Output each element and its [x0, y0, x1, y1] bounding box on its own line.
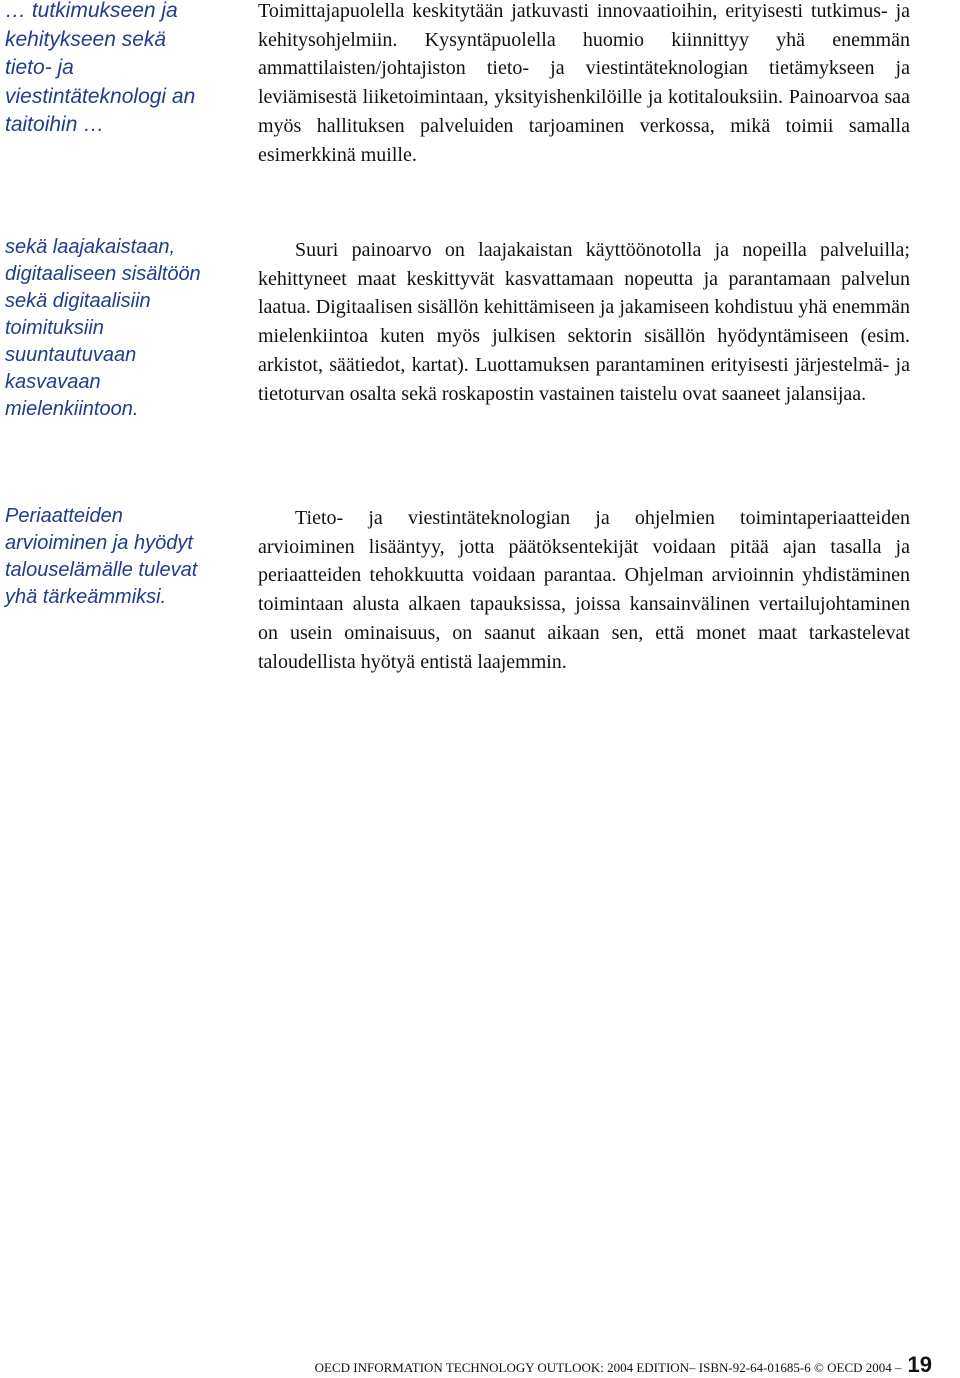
sidebar-note-broadband-content: sekä laajakaistaan, digitaaliseen sisältöön sekä digitaalisiin toimituksiin suuntautuvaan kasvavaan mielenkiintoon. [5, 236, 201, 420]
sidebar-note-research-skills: … tutkimukseen ja kehitykseen sekä tieto- ja viestintäteknologi an taitoihin … [5, 0, 196, 136]
sidebar-note-policy-evaluation: Periaatteiden arvioiminen ja hyödyt talouselämälle tulevat yhä tärkeämmiksi. [5, 505, 198, 608]
page-footer [315, 1352, 932, 1378]
body-paragraph-innovation: Toimittajapuolella keskitytään jatkuvasti innovaatioihin, erityisesti tutkimus- ja kehitysohjelmiin. Kysyntäpuolella huomio kiinnittyy yhä enemmän ammattilaisten/johtajiston tieto- ja viestintäteknologian tietämykseen ja leviämisestä liiketoimintaan, yksityishenkilöille ja kotitalouksiin. Painoarvoa saa myös hallituksen palveluiden tarjoaminen verkossa, mikä toimii samalla esimerkkinä muille. [258, 0, 910, 166]
body-paragraph-broadband: Suuri painoarvo on laajakaistan käyttöönotolla ja nopeilla palveluilla; kehittyneet maat keskittyvät kasvattamaan nopeutta ja parantamaan palvelun laatua. Digitaalisen sisällön kehittämiseen ja jakamiseen kohdistuu yhä enemmän mielenkiintoa kuten myös julkisen sektorin sisällön hyödyntämiseen (esim. arkistot, säätiedot, kartat). Luottamuksen parantaminen erityisesti järjestelmä- ja tietoturvan osalta sekä roskapostin vastainen taistelu ovat saaneet jalansijaa. [258, 239, 910, 405]
page-number: 19 [907, 1352, 932, 1377]
body-paragraph-evaluation: Tieto- ja viestintäteknologian ja ohjelmien toimintaperiaatteiden arvioiminen lisääntyy, jotta päätöksentekijät voidaan pitää ajan tasalla ja periaatteiden tehokkuutta voidaan parantaa. Ohjelman arvioinnin yhdistäminen toimintaan alusta alkaen tapauksissa, joissa kansainvälinen vertailujohtaminen on usein ominaisuus, on saanut aikaan sen, että monet maat tarkastelevat taloudellista hyötyä entistä laajemmin. [258, 507, 910, 673]
footer-publication-text: OECD INFORMATION TECHNOLOGY OUTLOOK: 2004 EDITION– ISBN-92-64-01685-6 © OECD 2004 – [314, 1360, 902, 1375]
